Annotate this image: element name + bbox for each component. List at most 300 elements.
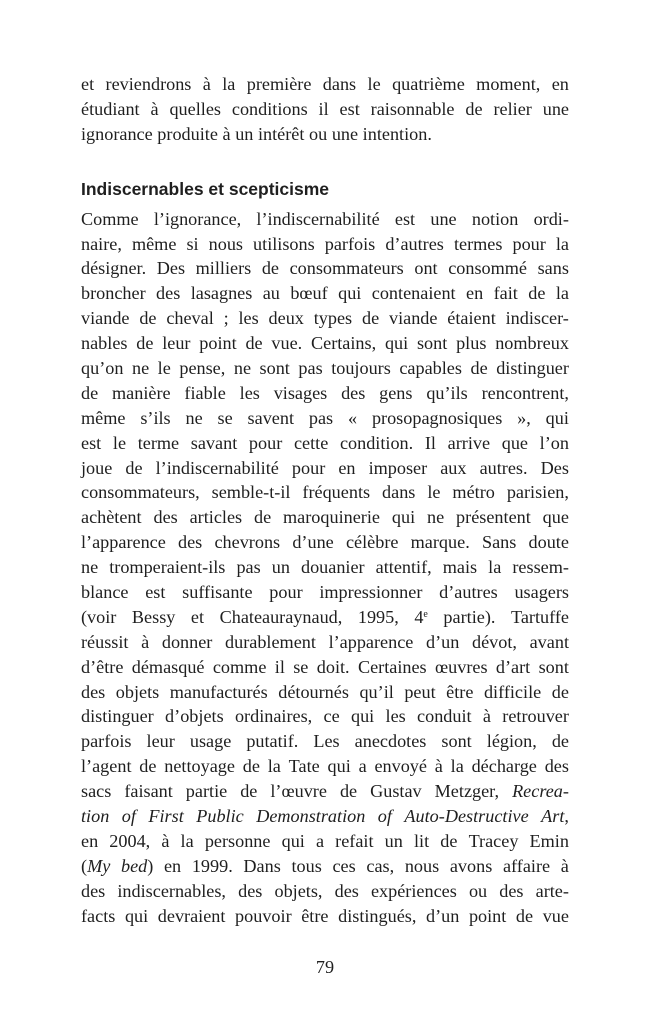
word: la (222, 74, 236, 94)
word: l’agent (81, 756, 132, 777)
body-line (81, 630, 569, 655)
word: œuvres (435, 656, 488, 677)
word: de (515, 905, 534, 926)
word: l’indiscernabilité (256, 208, 380, 229)
word: contenaient (371, 283, 456, 304)
word: Tracey (468, 830, 519, 851)
word: naire, (81, 233, 122, 254)
word: qu’ils (426, 382, 468, 403)
word: comme (212, 656, 267, 677)
word: Les (313, 731, 340, 752)
word: attentif, (375, 557, 432, 578)
word: objets, (274, 880, 323, 901)
word: des (238, 880, 263, 901)
word: manière (112, 382, 171, 403)
word: d’autres (385, 233, 444, 254)
word: et (81, 74, 95, 94)
word: consommateurs (289, 258, 404, 279)
word: putatif. (246, 731, 299, 752)
body-line (81, 530, 569, 555)
word: Tate (288, 756, 320, 777)
word: de (551, 681, 569, 702)
body-line (81, 356, 569, 381)
word: pas (308, 407, 334, 428)
word: utilisons (253, 233, 315, 254)
word: les (238, 308, 259, 329)
word: à (150, 98, 159, 119)
word: Chateauraynaud, (219, 606, 343, 627)
word: d’art (495, 656, 531, 677)
word: pas (298, 358, 323, 379)
word: ne (131, 358, 150, 379)
word: milliers (195, 258, 252, 279)
word: et (190, 606, 205, 627)
word: lasagnes (190, 283, 253, 304)
word: ne (185, 407, 203, 428)
word: le (427, 482, 441, 503)
intro-paragraph (81, 72, 569, 147)
word: au (262, 283, 280, 304)
word: doute (528, 532, 569, 553)
word: a (315, 830, 325, 851)
word: en (551, 74, 569, 94)
word: ; (223, 308, 229, 329)
word: visages (273, 382, 328, 403)
body-line (81, 605, 569, 630)
body-line (81, 704, 569, 729)
word: avons (449, 855, 493, 876)
body-line (81, 655, 569, 680)
word: tion (81, 806, 110, 827)
word: désigner. (81, 258, 147, 279)
word: envoyé (374, 756, 427, 777)
word: joue (81, 457, 113, 478)
word: moment, (476, 74, 541, 94)
word: détournés (278, 681, 349, 702)
word: qu’on (81, 358, 124, 379)
word: rencontrent, (481, 382, 569, 403)
word: ne (81, 557, 99, 578)
word: la (555, 233, 569, 254)
word: ou (468, 880, 488, 901)
word: la (555, 283, 569, 304)
word: de (339, 781, 358, 802)
word: d’être (81, 656, 124, 677)
word: pas (236, 557, 261, 578)
word: même (81, 407, 126, 428)
word: être (446, 681, 474, 702)
word: termes (453, 233, 503, 254)
word: intention. (362, 123, 432, 144)
word: blance (81, 582, 129, 603)
word: à (482, 706, 491, 727)
word: sacs (81, 781, 112, 802)
word: être (301, 905, 329, 926)
word: à (161, 830, 170, 851)
word: de (470, 358, 488, 379)
word: à (202, 74, 211, 94)
word: Comme (81, 208, 139, 229)
word: sont (259, 358, 290, 379)
word: d’un (426, 631, 460, 652)
word: toujours (331, 358, 391, 379)
word: « (347, 407, 358, 428)
body-line (81, 306, 569, 331)
word: prosopagnosiques (371, 407, 503, 428)
word: pouvoir (235, 905, 292, 926)
word: Certains, (310, 333, 377, 354)
body-line (81, 232, 569, 257)
word: des (81, 681, 106, 702)
word: ne (233, 358, 252, 379)
word: Des (540, 457, 569, 478)
word: suffisante (182, 582, 253, 603)
word: des (334, 880, 359, 901)
word: deux (268, 308, 304, 329)
word: viande (81, 308, 130, 329)
word: articles (189, 507, 243, 528)
word: manufacturés (169, 681, 268, 702)
word: of (377, 806, 392, 827)
word: pense, (179, 358, 226, 379)
word: Emin (529, 830, 569, 851)
word: ces (332, 855, 356, 876)
word: retrouver (502, 706, 569, 727)
word: parisien, (506, 482, 569, 503)
body-line (81, 381, 569, 406)
word: sont (441, 731, 472, 752)
word: arrive (447, 432, 491, 453)
section-heading: Indiscernables et scepticisme (81, 178, 330, 199)
word: point (468, 905, 507, 926)
body-line (81, 431, 569, 456)
word: fréquents (302, 482, 371, 503)
word: qu’il (359, 681, 394, 702)
word: des (499, 880, 524, 901)
word: douanier (300, 557, 365, 578)
word: Des (156, 258, 186, 279)
word: First (148, 806, 184, 827)
word: pour (512, 233, 546, 254)
word: Bessy (131, 606, 176, 627)
word: usagers (514, 582, 569, 603)
word: de (125, 457, 143, 478)
word: facts (81, 905, 116, 926)
word: qui (350, 706, 375, 727)
word: raisonnable (370, 98, 455, 119)
word: nous (404, 855, 440, 876)
body-line (81, 854, 569, 879)
word: Tartuffe (510, 606, 569, 627)
word: usage (189, 731, 232, 752)
word: nous (208, 233, 243, 254)
word: impressionner (319, 582, 423, 603)
word: une (542, 98, 569, 119)
word: partie (185, 781, 228, 802)
word: Dans (243, 855, 281, 876)
word: l’apparence (81, 532, 166, 553)
page-body (81, 72, 569, 929)
word: broncher (81, 283, 146, 304)
word: est (394, 208, 416, 229)
word: imposer (368, 457, 428, 478)
word: conduit (417, 706, 472, 727)
word: refait (335, 830, 374, 851)
word: Gustav (370, 781, 422, 802)
word: ordi- (533, 208, 569, 229)
word: quelles (169, 98, 221, 119)
word: indiscernables, (117, 880, 226, 901)
word: ressem- (512, 557, 569, 578)
word: Demonstration (256, 806, 366, 827)
word: Recrea- (512, 781, 569, 802)
word: gens (379, 382, 413, 403)
word: à (560, 855, 569, 876)
word: leur (162, 333, 191, 354)
word: parfois (81, 731, 132, 752)
word: marque. (410, 532, 470, 553)
word: arte- (535, 880, 569, 901)
word: présentent (456, 507, 531, 528)
word: démasqué (131, 656, 205, 677)
word: ordinaires, (234, 706, 313, 727)
word: distinguer (496, 358, 569, 379)
word: étudiant (81, 98, 140, 119)
word: point (199, 333, 237, 354)
word: un (384, 830, 403, 851)
word: des (544, 756, 569, 777)
word: célèbre (345, 532, 399, 553)
word: l’on (539, 432, 569, 453)
word: (My (81, 855, 111, 876)
word: nables (81, 333, 128, 354)
word: sans (537, 258, 569, 279)
word: devraient (157, 905, 226, 926)
word: d’autres (439, 582, 498, 603)
word: qui (327, 756, 351, 777)
word: faisant (124, 781, 173, 802)
word: chevrons (214, 532, 281, 553)
body-line (81, 680, 569, 705)
word: bœuf (290, 283, 328, 304)
word: décharge (471, 756, 537, 777)
word: est (81, 432, 102, 453)
body-line (81, 829, 569, 854)
word: affaire (502, 855, 551, 876)
word: consommé (448, 258, 527, 279)
word: des (156, 283, 181, 304)
word: nombreux (495, 333, 569, 354)
body-line (81, 480, 569, 505)
word: viande (388, 308, 438, 329)
word: de (440, 830, 458, 851)
word: quatrième (392, 74, 465, 94)
body-line (81, 406, 569, 431)
word: qui (124, 905, 149, 926)
body-line (81, 729, 569, 754)
word: d’un (426, 905, 460, 926)
word: relier (493, 98, 532, 119)
word: bed) (120, 855, 154, 876)
word: première (246, 74, 312, 94)
word: 1999. (191, 855, 233, 876)
word: 1995, (357, 606, 399, 627)
word: sont (416, 333, 448, 354)
word: semble-t-il (211, 482, 291, 503)
word: Metzger, (434, 781, 500, 802)
body-line (81, 779, 569, 804)
word: Public (196, 806, 244, 827)
word: il (318, 98, 329, 119)
word: savant (190, 432, 238, 453)
word: que (501, 432, 528, 453)
word: un (271, 557, 290, 578)
word: légion, (486, 731, 537, 752)
word: maroquinerie (283, 507, 380, 528)
page-number: 79 (315, 957, 335, 977)
word: capables (399, 358, 462, 379)
word: consommateurs, (81, 482, 200, 503)
body-line (81, 505, 569, 530)
word: aux (440, 457, 467, 478)
word: Auto-Destructive (404, 806, 529, 827)
word: l’apparence (328, 631, 414, 652)
word: en (338, 457, 356, 478)
word: tous (291, 855, 322, 876)
word: le (367, 74, 381, 94)
word: en (81, 830, 99, 851)
word: cette (293, 432, 329, 453)
word: vue. (271, 333, 303, 354)
word: à (222, 123, 231, 144)
word: dans (382, 482, 416, 503)
word: à (141, 631, 150, 652)
word: notion (471, 208, 519, 229)
word: les (239, 382, 260, 403)
word: réussit (81, 631, 129, 652)
word: terme (137, 432, 180, 453)
word: nettoyage (164, 756, 235, 777)
word: Certaines (357, 656, 427, 677)
word: que (542, 507, 569, 528)
word: la (450, 756, 464, 777)
word: de (551, 731, 569, 752)
word: ce (323, 706, 340, 727)
word: ne (427, 507, 445, 528)
word: la (267, 756, 281, 777)
word: plus (456, 333, 487, 354)
word: indiscer- (505, 308, 569, 329)
word: personne (204, 830, 271, 851)
word: donner (161, 631, 213, 652)
word: distingués, (338, 905, 417, 926)
word: de (81, 382, 99, 403)
word: parfois (324, 233, 376, 254)
word: en (163, 855, 182, 876)
word: de (139, 308, 157, 329)
word: types (313, 308, 353, 329)
word: les (385, 706, 406, 727)
word: qui (338, 283, 362, 304)
word: expériences (370, 880, 457, 901)
word: sont (538, 656, 569, 677)
word: de (242, 756, 260, 777)
word: qui (391, 507, 416, 528)
word: leur (146, 731, 175, 752)
body-line (81, 281, 569, 306)
word: qui (384, 333, 409, 354)
word: cas, (366, 855, 395, 876)
word: est (145, 582, 166, 603)
word: la (180, 830, 194, 851)
word: d’une (292, 532, 334, 553)
word: mais (442, 557, 478, 578)
word: doit. (316, 656, 350, 677)
intro-line (81, 72, 569, 97)
word: 4e (414, 606, 428, 627)
body-line (81, 804, 569, 829)
word: anecdotes (354, 731, 427, 752)
word: ignorance (81, 123, 153, 144)
word: Il (424, 432, 436, 453)
word: pour (248, 432, 283, 453)
word: de (136, 333, 154, 354)
word: condition. (339, 432, 414, 453)
word: reviendrons (105, 74, 192, 94)
word: savent (247, 407, 295, 428)
word: peut (404, 681, 436, 702)
word: autres. (479, 457, 528, 478)
word: », (517, 407, 531, 428)
word: dans (322, 74, 357, 94)
word: des (153, 507, 178, 528)
word: des (81, 880, 106, 901)
body-line (81, 207, 569, 232)
word: une (331, 123, 359, 144)
word: se (217, 407, 233, 428)
word: distinguer (81, 706, 154, 727)
word: vue (542, 905, 569, 926)
word: est (339, 98, 360, 119)
word: à (434, 756, 443, 777)
word: métro (452, 482, 495, 503)
word: qui (281, 830, 305, 851)
word: en (466, 283, 484, 304)
word: Sans (481, 532, 517, 553)
word: difficile (483, 681, 542, 702)
word: d’objets (165, 706, 224, 727)
word: a (358, 756, 367, 777)
word: pour (291, 457, 326, 478)
intro-line (81, 122, 569, 147)
word: qui (545, 407, 569, 428)
word: of (121, 806, 136, 827)
word: un (235, 123, 254, 144)
body-line (81, 555, 569, 580)
word: l’œuvre (270, 781, 327, 802)
word: de (361, 308, 380, 329)
word: 2004, (109, 830, 151, 851)
word: dévot, (472, 631, 517, 652)
word: des (178, 532, 203, 553)
body-line (81, 580, 569, 605)
intro-line (81, 97, 569, 122)
word: pour (269, 582, 303, 603)
word: fiable (184, 382, 226, 403)
word: se (293, 656, 309, 677)
word: des (341, 382, 366, 403)
word: fait (493, 283, 518, 304)
